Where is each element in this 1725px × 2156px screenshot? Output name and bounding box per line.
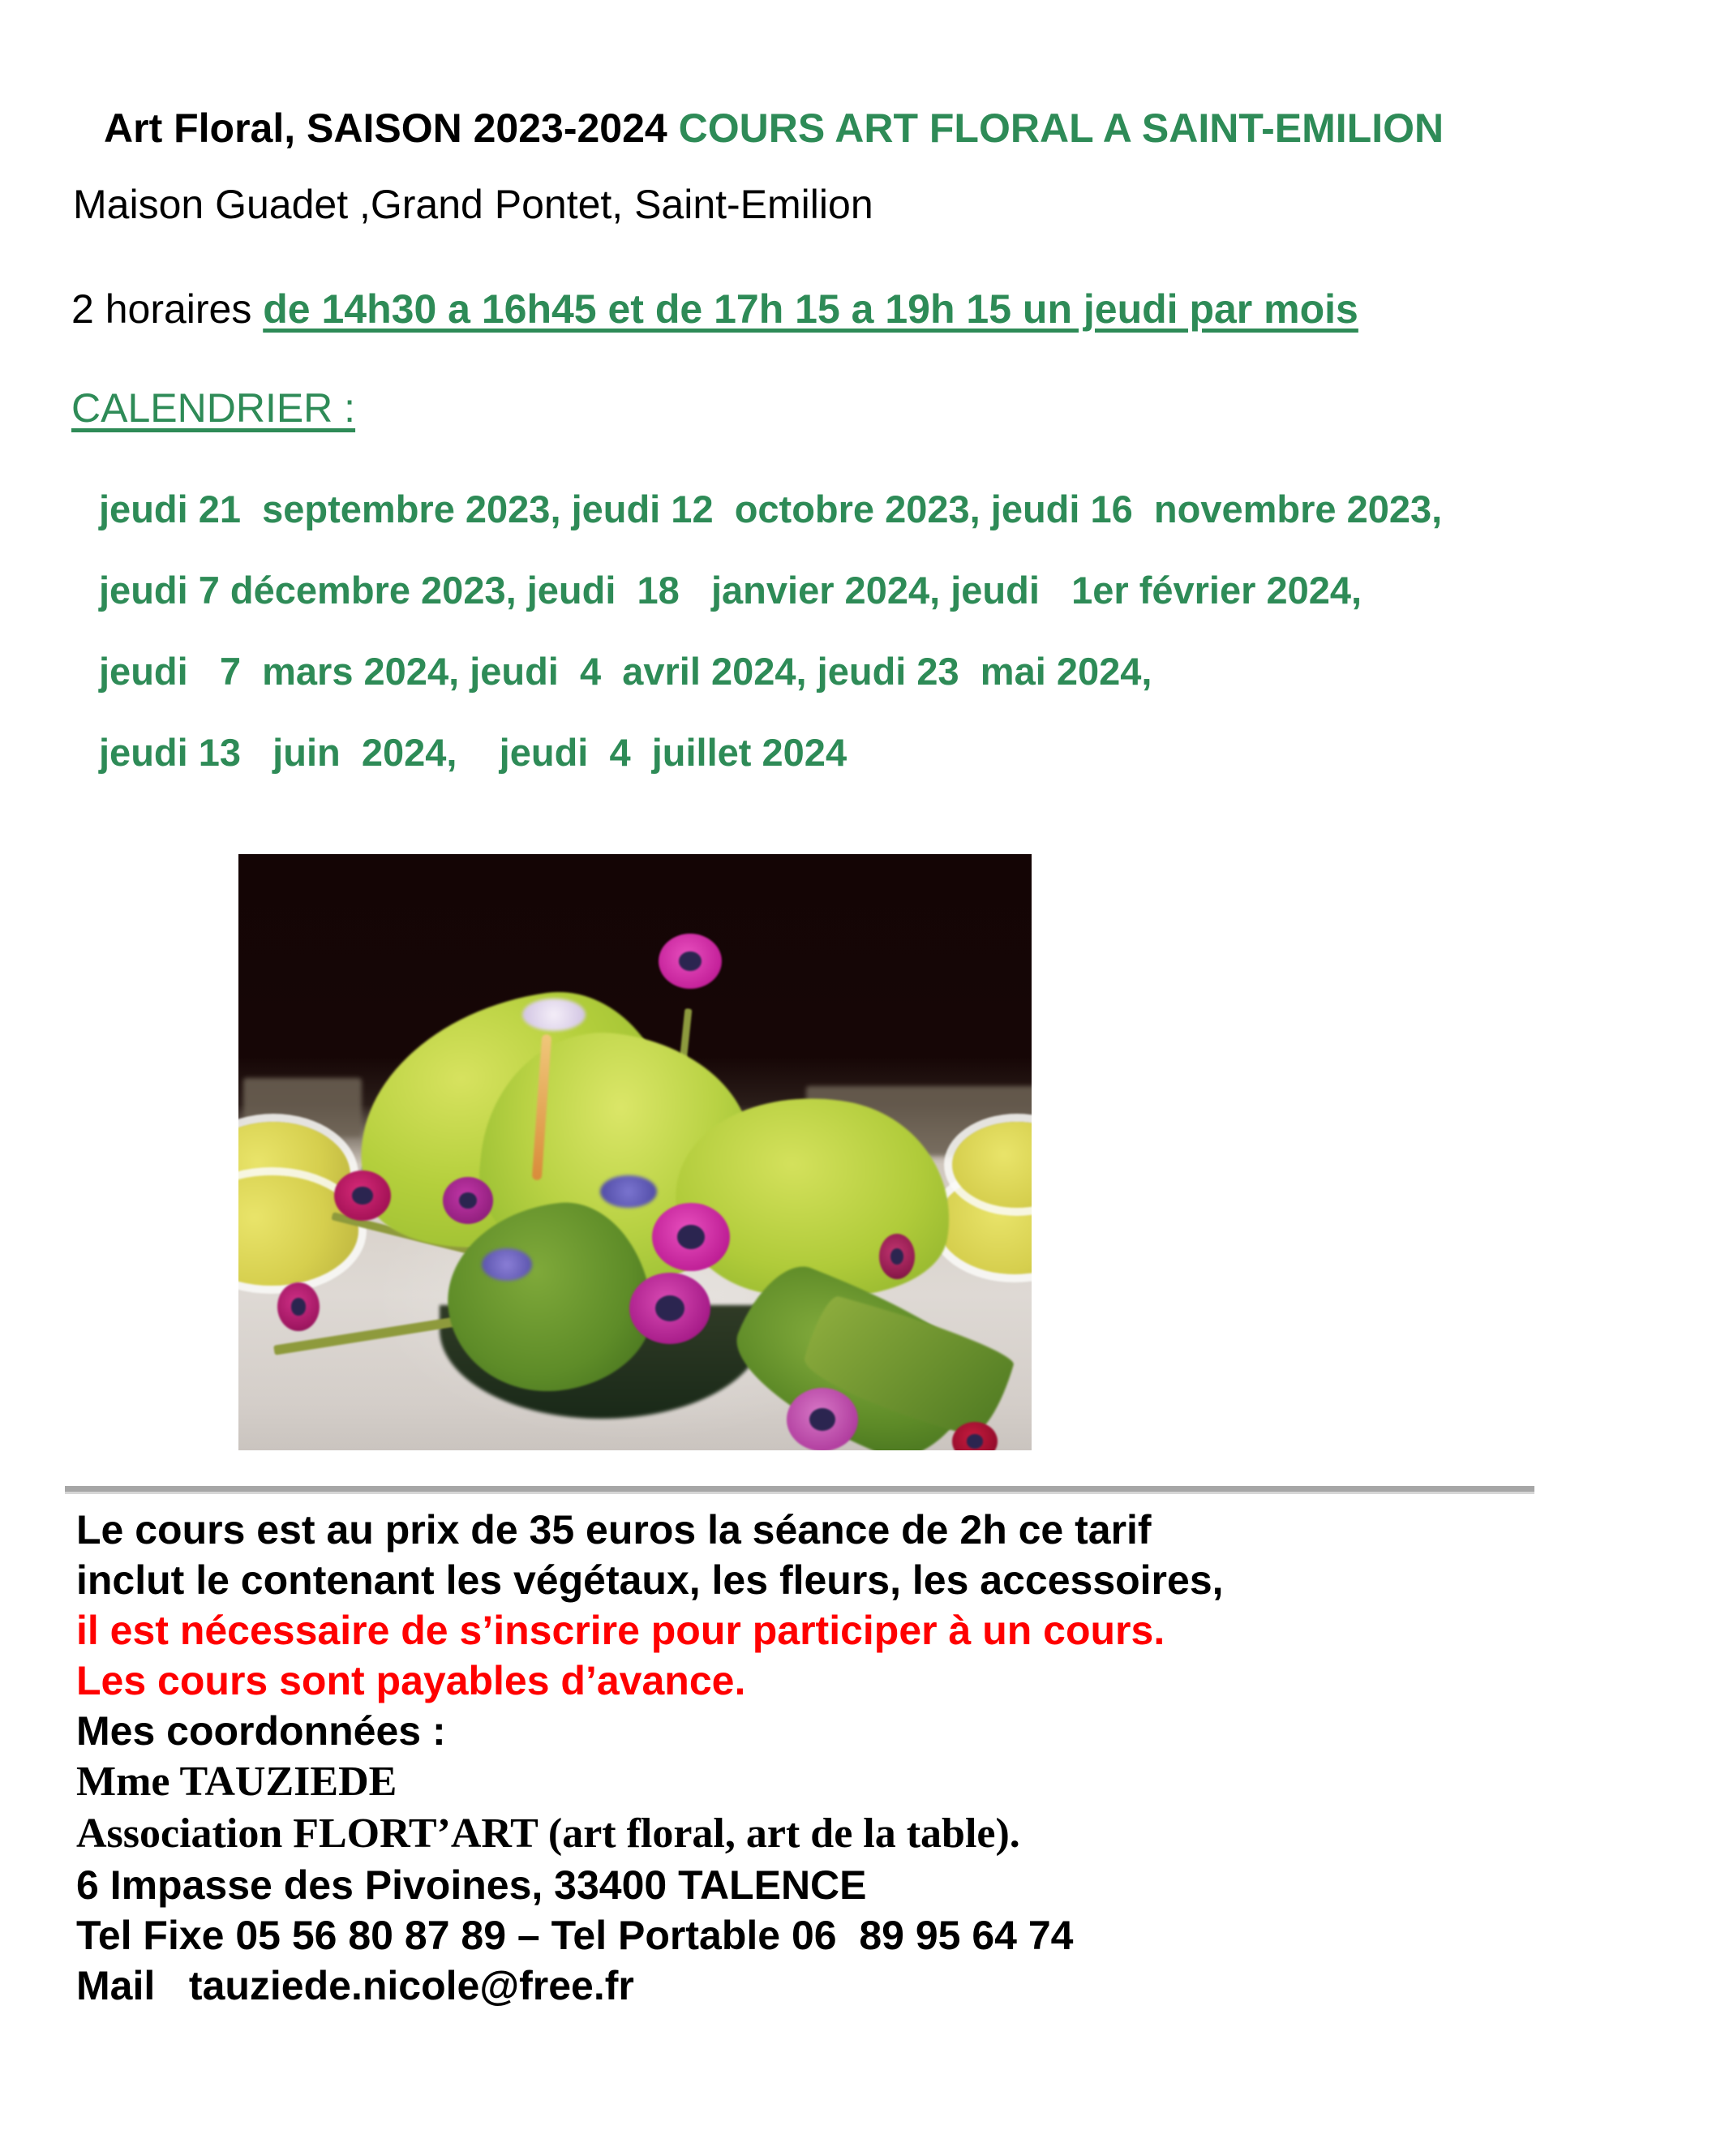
filler-floret-white bbox=[522, 999, 586, 1031]
filler-floret bbox=[482, 1248, 532, 1281]
anemone-bud bbox=[443, 1177, 493, 1224]
schedule-prefix: 2 horaires bbox=[71, 286, 264, 332]
anemone-bloom bbox=[629, 1273, 710, 1344]
floral-arrangement-photo bbox=[238, 854, 1032, 1450]
anemone-bloom bbox=[652, 1203, 730, 1271]
footer-line-email: Mail tauziede.nicole@free.fr bbox=[76, 1963, 634, 2008]
calendar-line: jeudi 7 mars 2024, jeudi 4 avril 2024, jeudi 23 mai 2024, bbox=[99, 650, 1152, 693]
footer-line-phones: Tel Fixe 05 56 80 87 89 – Tel Portable 06 89 95 64 74 bbox=[76, 1913, 1074, 1958]
footer-line-address: 6 Impasse des Pivoines, 33400 TALENCE bbox=[76, 1862, 867, 1908]
horizontal-divider bbox=[65, 1486, 1534, 1494]
filler-floret bbox=[600, 1175, 657, 1208]
footer-line-included: inclut le contenant les végétaux, les fleurs, les accessoires, bbox=[76, 1557, 1224, 1603]
page-title-black: Art Floral, SAISON 2023-2024 bbox=[104, 105, 667, 151]
schedule-highlight: de 14h30 a 16h45 et de 17h 15 a 19h 15 un jeudi par mois bbox=[263, 286, 1358, 332]
anemone-bud bbox=[277, 1282, 320, 1331]
calendar-line: jeudi 13 juin 2024, jeudi 4 juillet 2024 bbox=[99, 731, 847, 774]
anemone-bud bbox=[952, 1422, 998, 1450]
footer-line-association: Association FLORT’ART (art floral, art de la table). bbox=[76, 1810, 1020, 1857]
schedule-line bbox=[71, 284, 1358, 334]
anemone-bud bbox=[334, 1170, 391, 1221]
anemone-bud bbox=[879, 1234, 915, 1279]
calendar-line: jeudi 21 septembre 2023, jeudi 12 octobre 2023, jeudi 16 novembre 2023, bbox=[99, 487, 1443, 530]
page-title bbox=[104, 104, 1444, 152]
footer-text-block bbox=[76, 1505, 1666, 2011]
anemone-bloom bbox=[659, 934, 722, 989]
calendar-list bbox=[99, 469, 1705, 793]
calendar-line: jeudi 7 décembre 2023, jeudi 18 janvier 2024, jeudi 1er février 2024, bbox=[99, 569, 1362, 612]
page-title-green: COURS ART FLORAL A SAINT-EMILION bbox=[667, 105, 1444, 151]
footer-line-prepayment: Les cours sont payables d’avance. bbox=[76, 1658, 746, 1703]
calendar-heading: CALENDRIER : bbox=[71, 385, 356, 431]
anemone-bloom bbox=[787, 1388, 858, 1450]
venue-address: Maison Guadet ,Grand Pontet, Saint-Emilion bbox=[73, 182, 873, 227]
footer-line-price: Le cours est au prix de 35 euros la séance de 2h ce tarif bbox=[76, 1507, 1152, 1553]
footer-line-registration: il est nécessaire de s’inscrire pour participer à un cours. bbox=[76, 1608, 1165, 1653]
footer-line-name: Mme TAUZIEDE bbox=[76, 1759, 397, 1805]
footer-line-contact-head: Mes coordonnées : bbox=[76, 1708, 446, 1754]
photo-scene bbox=[238, 854, 1032, 1450]
